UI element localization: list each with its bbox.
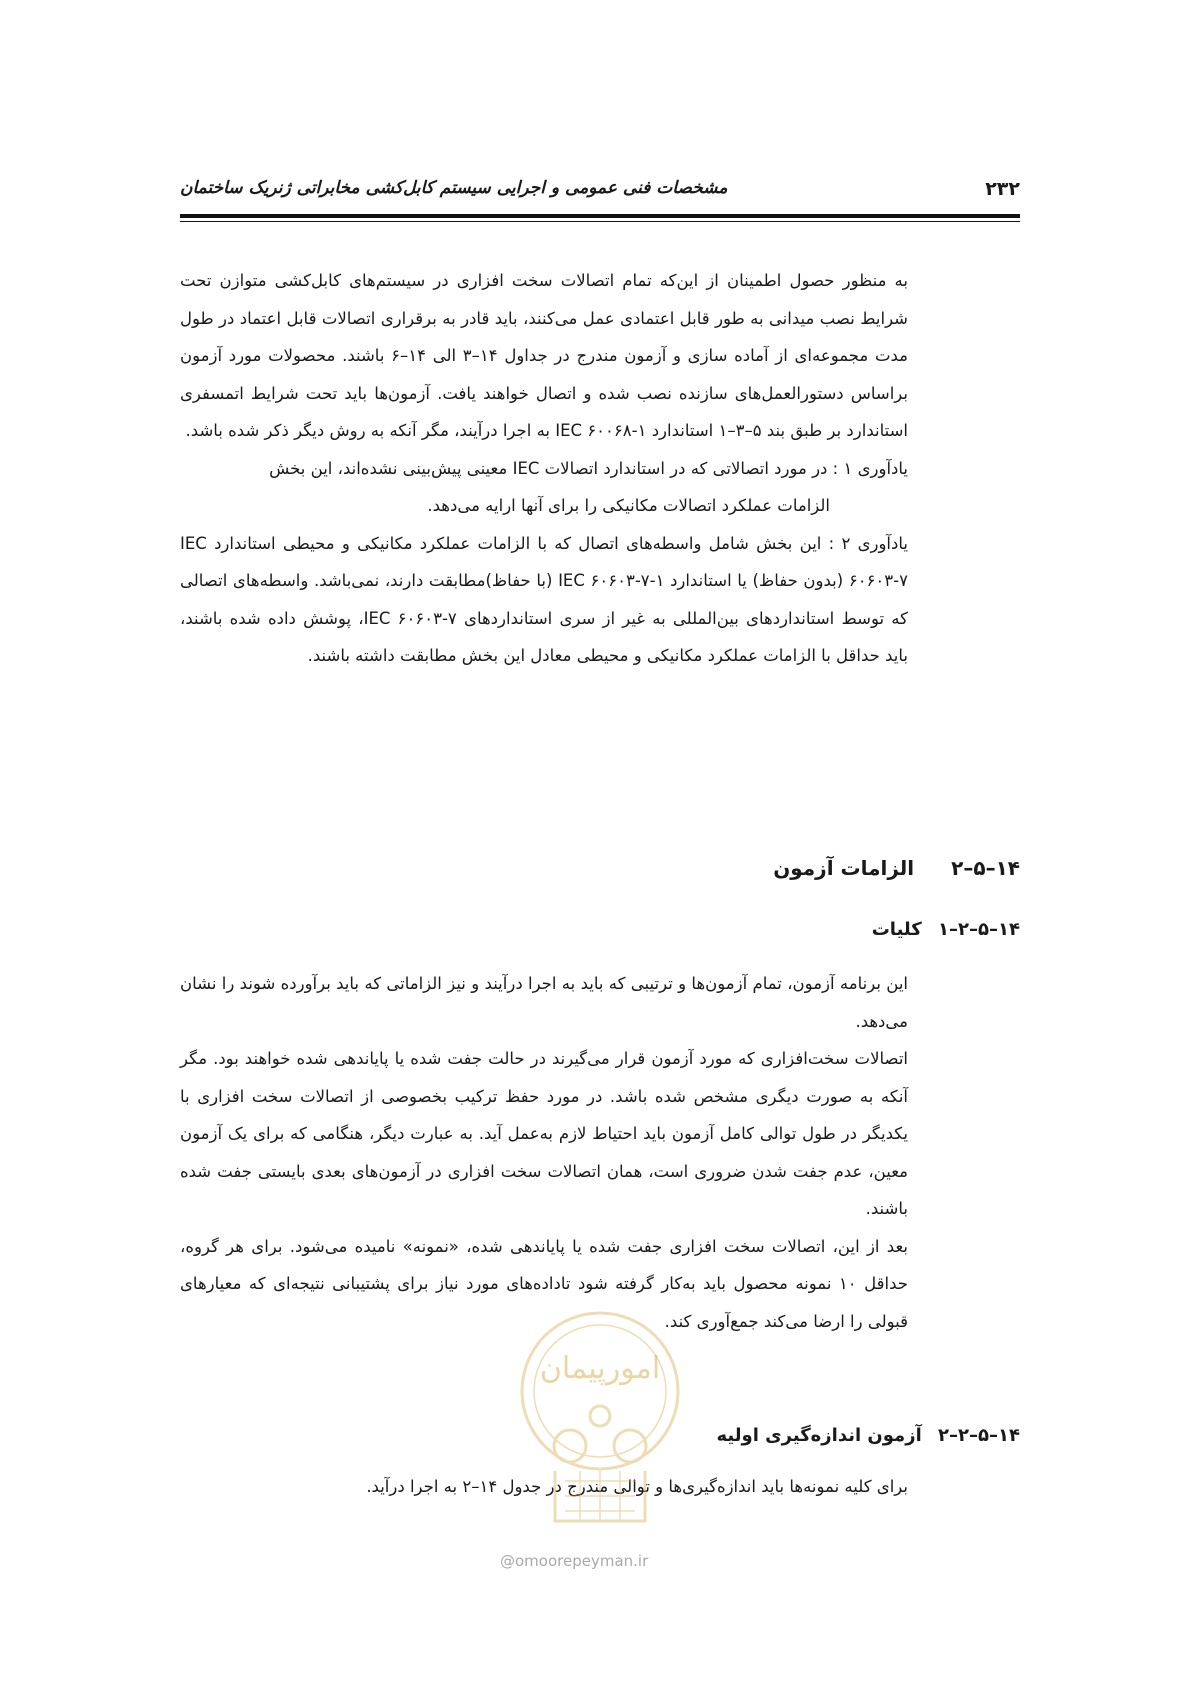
initial-measurement-paragraph: برای کلیه نمونه‌ها باید اندازه‌گیری‌ها و توالی مندرج در جدول ۱۴–۲ به اجرا درآید. bbox=[366, 1477, 908, 1496]
subsection-title: کلیات bbox=[871, 919, 922, 940]
subsection-number: ۱۴–۵–۲–۱ bbox=[938, 919, 1020, 940]
watermark-url: @omoorepeyman.ir bbox=[500, 1552, 649, 1570]
section-title: الزامات آزمون bbox=[773, 856, 915, 880]
note-1: یادآوری ۱ : در مورد اتصالاتی که در استاندارد اتصالات IEC معینی پیش‌بینی نشده‌اند، این بخش bbox=[269, 458, 908, 478]
note-2: یادآوری ۲ : این بخش شامل واسطه‌های اتصال که با الزامات عملکرد مکانیکی و محیطی استاندارد IEC ۶۰۶۰۳-۷ (بدون حفاظ) یا استاندارد IEC ۶۰۶۰۳-۷-۱ (با حفاظ)مطابقت دارند، نمی‌باشد. واسطه‌های اتصالی که توسط استانداردهای بین‌المللی به غیر از سری استانداردهای IEC ۶۰۶۰۳-۷، پوشش داده شده باشند، باید حداقل با الزامات عملکرد مکانیکی و محیطی معادل این بخش مطابقت داشته باشند. bbox=[180, 533, 909, 665]
page-number: ۲۳۲ bbox=[985, 178, 1020, 200]
subsection-number: ۱۴–۵–۲–۲ bbox=[938, 1425, 1020, 1446]
intro-paragraph: به منظور حصول اطمینان از این‌که تمام اتصالات سخت افزاری در سیستم‌های کابل‌کشی متوازن تحت شرایط نصب میدانی به طور قابل اعتمادی عمل می‌کنند، باید قادر به برقراری اتصالات قابل اعتماد در طول مدت مجموعه‌ای از آماده سازی و آزمون مندرج در جداول ۱۴–۳ الی ۱۴–۶ باشند. محصولات مورد آزمون براساس دستورالعمل‌های سازنده نصب شده و اتصال خواهند یافت. آزمون‌ها باید تحت شرایط اتمسفری استاندارد بر طبق بند ۵–۳–۱ استاندارد IEC ۶۰۰۶۸-۱ به اجرا درآیند، مگر آنکه به روش دیگر ذکر شده باشد. bbox=[180, 271, 908, 440]
watermark-logo-text: امورپیمان bbox=[539, 1351, 661, 1386]
general-paragraph-3: بعد از این، اتصالات سخت افزاری جفت شده یا پایاندهی شده، «نمونه» نامیده می‌شود. برای هر گروه، حداقل ۱۰ نمونه محصول باید به‌کار گرفته شود تاداده‌های مورد نیاز برای پشتیبانی نتیجه‌ای که معیارهای قبولی را ارضا می‌کند جمع‌آوری کند. bbox=[180, 1236, 908, 1331]
intro-block bbox=[180, 262, 908, 675]
header-rule-thin bbox=[180, 221, 1020, 222]
section-heading-test-requirements bbox=[773, 856, 1020, 880]
subsection-heading-initial-measurement bbox=[717, 1425, 1021, 1446]
general-paragraph-2: اتصالات سخت‌افزاری که مورد آزمون قرار می‌گیرند در حالت جفت شده یا پایاندهی شده خواهند بود. مگر آنکه به صورت دیگری مشخص شده باشد. در مورد حفظ ترکیب بخصوصی از اتصالات سخت افزاری با یکدیگر در طول توالی کامل آزمون باید احتیاط لازم به‌عمل آید. به عبارت دیگر، هنگامی که برای یک آزمون معین، عدم جفت شدن ضروری است، همان اتصالات سخت افزاری در آزمون‌های بعدی بایستی جفت شده باشند. bbox=[180, 1049, 908, 1218]
subsection-heading-general bbox=[872, 919, 1020, 940]
note-1-continuation: الزامات عملکرد اتصالات مکانیکی را برای آنها ارایه می‌دهد. bbox=[427, 496, 830, 515]
section-number: ۱۴–۵–۲ bbox=[951, 856, 1020, 880]
initial-measurement-block bbox=[180, 1468, 908, 1506]
subsection-title: آزمون اندازه‌گیری اولیه bbox=[716, 1425, 922, 1446]
header-rule-thick bbox=[180, 214, 1020, 218]
running-title: مشخصات فنی عمومی و اجرایی سیستم کابل‌کشی مخابراتی ژنریک ساختمان bbox=[180, 178, 728, 198]
page-header bbox=[180, 178, 1020, 218]
general-block bbox=[180, 965, 908, 1340]
general-paragraph-1: این برنامه آزمون، تمام آزمون‌ها و ترتیبی که باید به اجرا درآیند و نیز الزاماتی که باید برآورده شوند را نشان می‌دهد. bbox=[180, 974, 908, 1031]
